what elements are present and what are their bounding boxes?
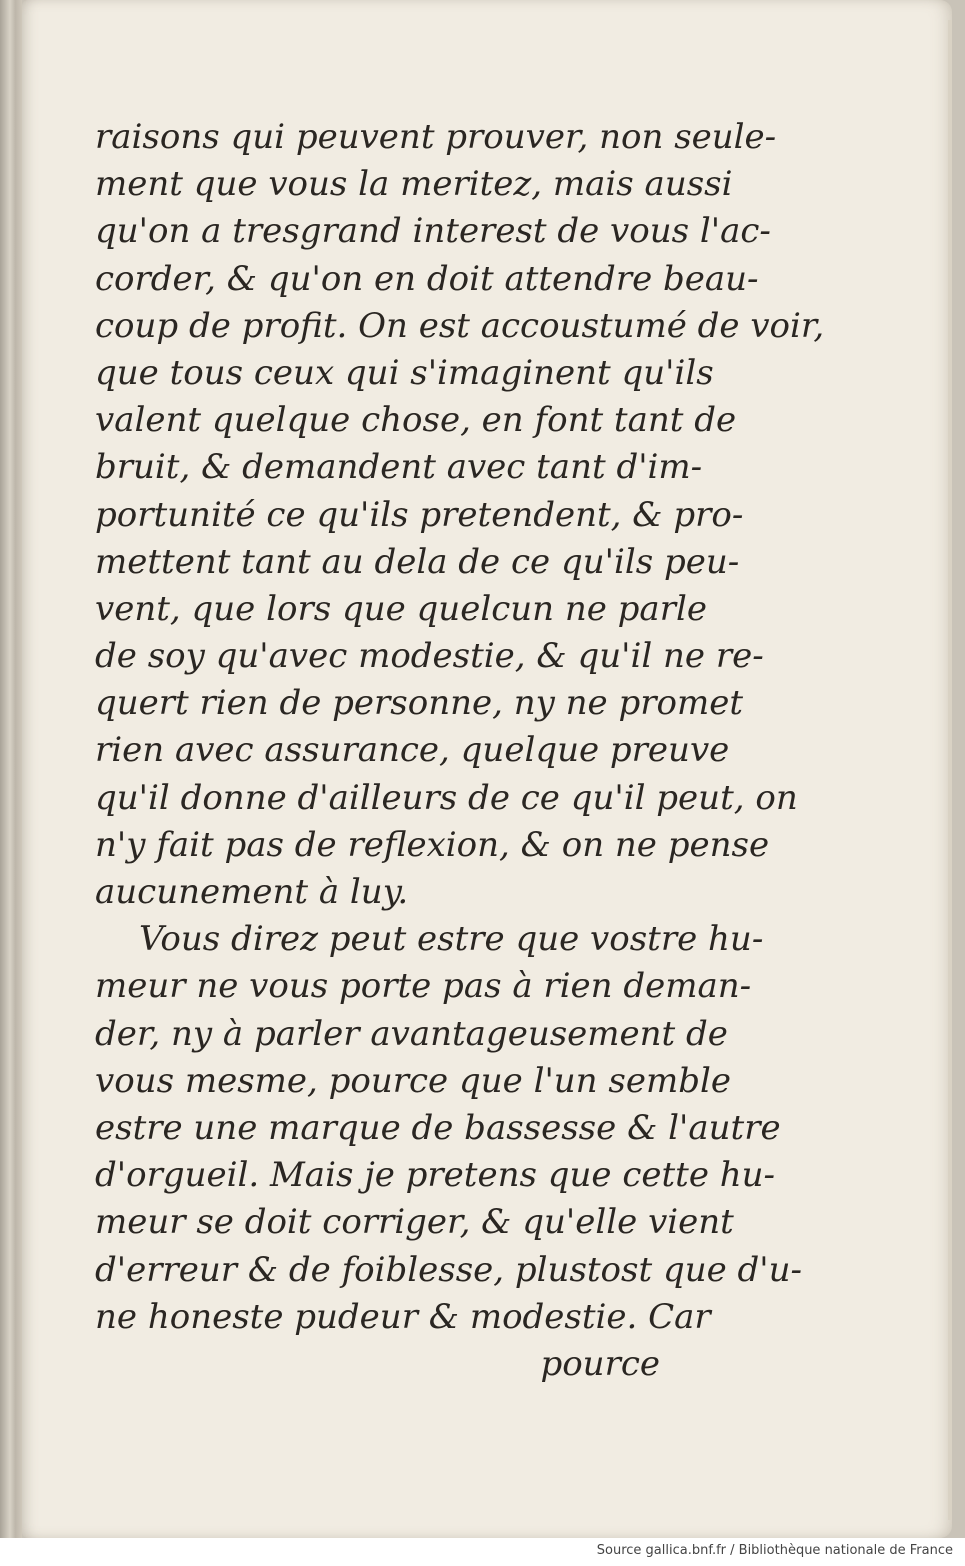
book-binding	[0, 0, 22, 1538]
text-line: ne honeste pudeur & modestie. Car	[95, 1296, 711, 1337]
text-line: coup de profit. On est accoustumé de voir,	[95, 305, 825, 346]
text-line: raisons qui peuvent prouver, non seule-	[95, 117, 777, 157]
text-line: qu'on a tresgrand interest de vous l'ac-	[95, 211, 771, 252]
text-line: n'y fait pas de reflexion, & on ne pense	[95, 824, 770, 865]
text-line: estre une marque de bassesse & l'autre	[95, 1107, 781, 1148]
text-line: qu'il donne d'ailleurs de ce qu'il peut, on	[95, 777, 798, 818]
text-line: ment que vous la meritez, mais aussi	[95, 164, 733, 205]
text-line: d'orgueil. Mais je pretens que cette hu-	[95, 1155, 776, 1196]
text-line: vent, que lors que quelcun ne parle	[95, 588, 707, 629]
page-text	[95, 114, 825, 1388]
text-line: d'erreur & de foiblesse, plustost que d'u-	[95, 1249, 803, 1290]
text-line: valent quelque chose, en font tant de	[95, 400, 737, 441]
text-line: meur ne vous porte pas à rien deman-	[95, 966, 752, 1007]
catchword: pource	[540, 1343, 660, 1384]
text-line: que tous ceux qui s'imaginent qu'ils	[95, 352, 714, 393]
text-line: Vous direz peut estre que vostre hu-	[139, 919, 764, 960]
text-line: bruit, & demandent avec tant d'im-	[95, 447, 703, 488]
text-line: rien avec assurance, quelque preuve	[95, 730, 730, 771]
text-line: meur se doit corriger, & qu'elle vient	[95, 1202, 734, 1243]
source-credit: Source gallica.bnf.fr / Bibliothèque nationale de France	[596, 1543, 953, 1558]
page-edge	[948, 20, 952, 1520]
text-line: portunité ce qu'ils pretendent, & pro-	[95, 494, 744, 535]
text-line: aucunement à luy.	[95, 872, 409, 912]
text-line: corder, & qu'on en doit attendre beau-	[95, 258, 759, 299]
text-line: quert rien de personne, ny ne promet	[95, 683, 743, 724]
text-line: vous mesme, pource que l'un semble	[95, 1060, 731, 1101]
text-line: de soy qu'avec modestie, & qu'il ne re-	[95, 636, 764, 677]
text-line: der, ny à parler avantageusement de	[95, 1013, 728, 1054]
text-line: mettent tant au dela de ce qu'ils peu-	[95, 541, 740, 582]
